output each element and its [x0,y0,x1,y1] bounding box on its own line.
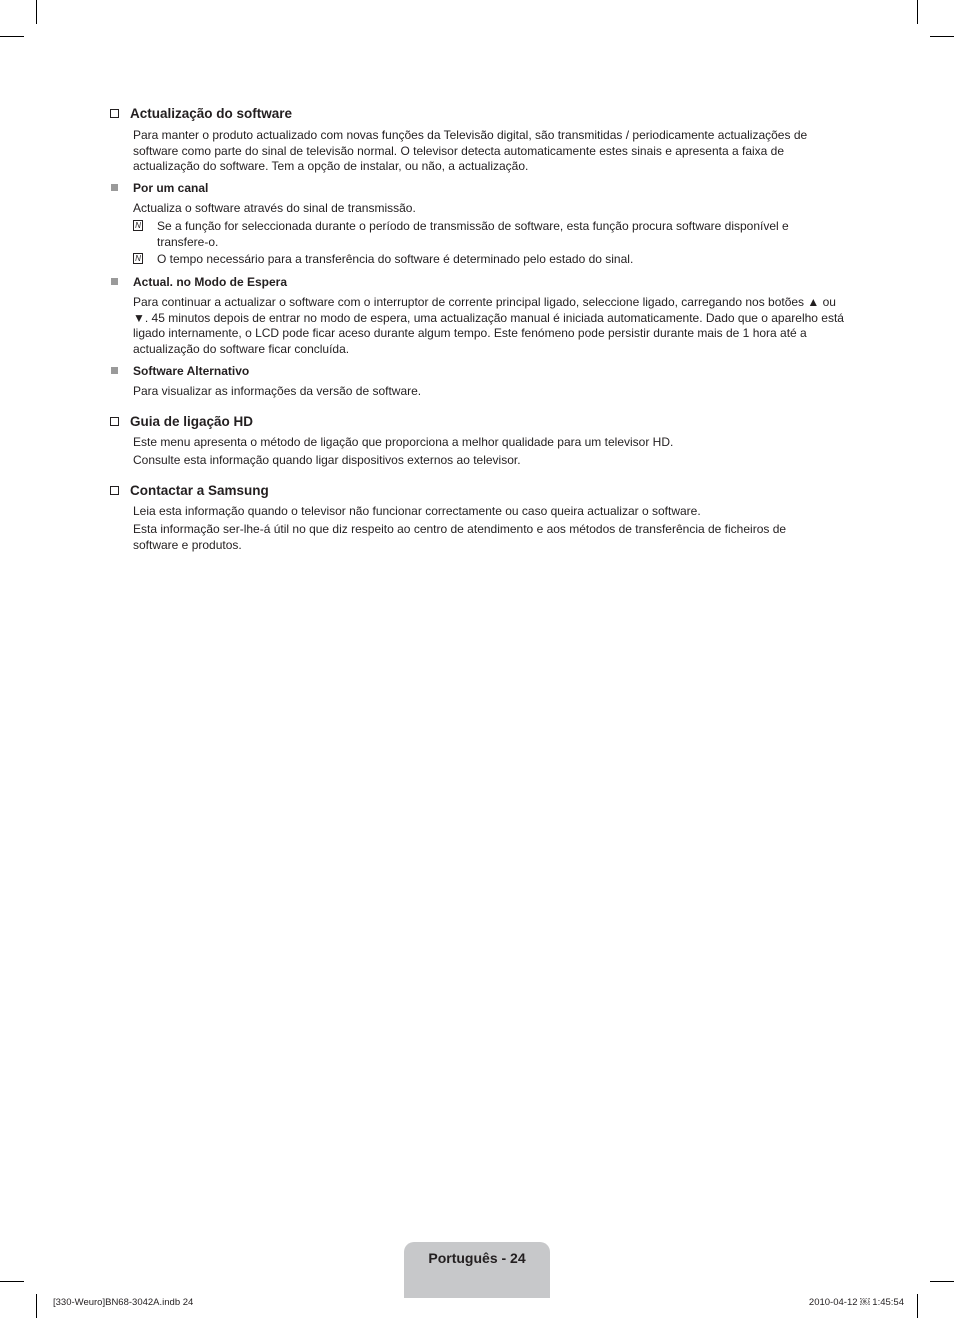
note-icon: N [133,253,143,264]
checkbox-bullet-icon [110,486,119,495]
note-text: Se a função for seleccionada durante o período de transmissão de software, esta função procura software disponível e transfere-o. [157,219,789,249]
crop-mark [36,0,37,24]
section-line: Este menu apresenta o método de ligação que proporciona a melhor qualidade para um televisor HD. [133,435,674,449]
note-item [133,219,833,250]
crop-mark [0,1281,24,1282]
square-bullet-icon [111,184,118,191]
page-number-tab [404,1242,550,1298]
checkbox-bullet-icon [110,109,119,118]
crop-mark [0,36,24,37]
subsection-title: Actual. no Modo de Espera [133,275,288,289]
section-line: Esta informação ser-lhe-á útil no que diz respeito ao centro de atendimento e aos métodos de transferência de ficheiros de software e produtos. [133,522,787,552]
subsection-heading [111,181,208,196]
crop-mark [36,1294,37,1318]
section-title: Contactar a Samsung [130,483,269,498]
note-item [133,252,833,268]
subsection-text: Para visualizar as informações da versão de software. [133,384,422,398]
crop-mark [917,0,918,24]
section-intro: Para manter o produto actualizado com novas funções da Televisão digital, são transmitidas / periodicamente actualizações de software como parte do sinal de televisão normal. O televisor detecta automaticamente estes sinais e apresenta a faixa de actualização do software. Tem a opção de instalar, ou não, a actualização. [133,128,808,173]
section-line: Leia esta informação quando o televisor não funcionar correctamente ou caso queira actualizar o software. [133,504,701,518]
section-heading [110,106,292,122]
page-number-label: Português - 24 [428,1250,526,1266]
square-bullet-icon [111,367,118,374]
subsection-title: Por um canal [133,181,209,195]
footer-file-info: [330-Weuro]BN68-3042A.indb 24 [53,1297,194,1308]
section-title: Guia de ligação HD [130,414,254,429]
subsection-text: Actualiza o software através do sinal de transmissão. [133,201,416,215]
footer-timestamp: 2010-04-12 ￼ 1:45:54 [808,1297,904,1308]
section-title: Actualização do software [130,106,293,121]
note-icon: N [133,220,143,231]
crop-mark [930,1281,954,1282]
checkbox-bullet-icon [110,417,119,426]
section-line: Consulte esta informação quando ligar dispositivos externos ao televisor. [133,453,521,467]
note-text: O tempo necessário para a transferência do software é determinado pelo estado do sinal. [157,252,634,266]
subsection-heading [111,275,287,290]
crop-mark [917,1294,918,1318]
subsection-heading [111,364,249,379]
section-heading [110,483,269,499]
subsection-text: Para continuar a actualizar o software com o interruptor de corrente principal ligado, seleccione ligado, carregando nos botões ▲ ou ▼. 45 minutos depois de entrar no modo de espera, uma actualização manual é iniciada automaticamente. Dado que o aparelho está ligado internamente, o LCD pode ficar aceso durante algum tempo. Este fenómeno pode persistir durante mais de 1 hora até a actualização do software ficar concluída. [133,295,844,356]
square-bullet-icon [111,278,118,285]
section-heading [110,414,253,430]
crop-mark [930,36,954,37]
subsection-title: Software Alternativo [133,364,250,378]
